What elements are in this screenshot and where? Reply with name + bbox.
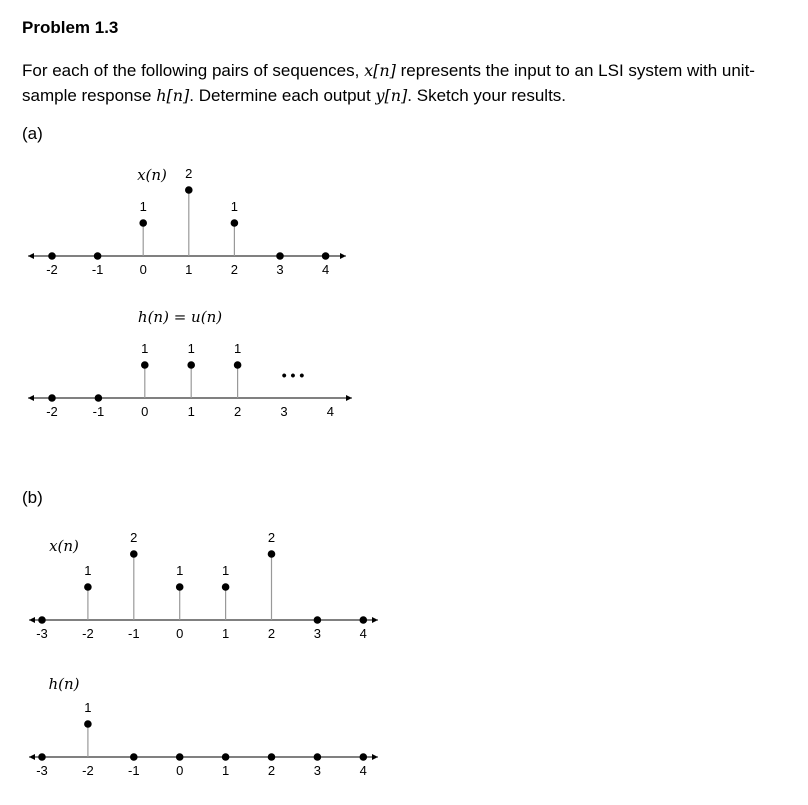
a-x-tick-label: -1 xyxy=(91,262,104,277)
a-h-sample-point xyxy=(95,394,103,402)
b-x-sample-point xyxy=(84,583,92,591)
b-x-axis-arrow-left xyxy=(29,617,35,623)
a-x-value-label: 2 xyxy=(185,166,193,181)
a-x-label: x(n) xyxy=(137,166,167,184)
b-h-sample-point xyxy=(38,753,46,761)
a-x-sample-point xyxy=(94,252,102,260)
a-x-sample-point xyxy=(139,219,147,227)
a-h-value-label: 1 xyxy=(187,341,195,356)
b-h-value-label: 1 xyxy=(84,700,92,715)
b-h-tick-label: -2 xyxy=(82,763,94,778)
b-h-sample-point xyxy=(130,753,138,761)
a-x-axis-arrow-left xyxy=(28,253,34,259)
a-x-tick-label: 4 xyxy=(321,262,330,277)
statement-text-4: . Sketch your results. xyxy=(407,86,567,105)
a-h-tick-label: 0 xyxy=(141,404,149,419)
a-h-value-label: 1 xyxy=(233,341,242,356)
a-h-tick-label: 1 xyxy=(187,404,195,419)
a-x-sample-point xyxy=(276,252,284,260)
b-x-tick-label: -1 xyxy=(128,626,140,641)
b-x-tick-label: 3 xyxy=(313,626,322,641)
b-x-sample-point xyxy=(314,616,322,624)
a-h-axis-arrow-left xyxy=(28,395,34,401)
a-h-tick-label: 3 xyxy=(280,404,288,419)
b-x-tick-label: -3 xyxy=(36,626,48,641)
a-h-tick-label: 2 xyxy=(233,404,242,419)
b-x-value-label: 1 xyxy=(176,563,184,578)
statement-text-3: . Determine each output xyxy=(189,86,376,105)
b-x-sample-point xyxy=(222,583,230,591)
b-h-label: h(n) xyxy=(48,675,80,693)
b-h-sample-point xyxy=(268,753,276,761)
b-h-sample-point xyxy=(176,753,184,761)
b-h-tick-label: 0 xyxy=(176,763,184,778)
b-x-label: x(n) xyxy=(49,537,79,555)
a-x-sample-point xyxy=(48,252,56,260)
a-x-sample-point xyxy=(231,219,239,227)
b-h-tick-label: 1 xyxy=(221,763,230,778)
a-x-tick-label: 3 xyxy=(276,262,284,277)
statement-text-1: For each of the following pairs of sequences, xyxy=(22,61,365,80)
b-x-value-label: 1 xyxy=(84,563,92,578)
b-h-tick-label: 3 xyxy=(313,763,322,778)
b-h-sample-point xyxy=(360,753,368,761)
a-h-sample-point xyxy=(187,361,195,369)
b-h-tick-label: -3 xyxy=(36,763,48,778)
b-h-sample-point xyxy=(314,753,322,761)
b-x-tick-label: -2 xyxy=(82,626,94,641)
a-h-continuation-dots: • • • xyxy=(281,367,305,383)
a-h-sample-point xyxy=(234,361,242,369)
math-x-n: x[n] xyxy=(364,61,396,80)
a-x-tick-label: -2 xyxy=(46,262,58,277)
b-x-tick-label: 2 xyxy=(267,626,276,641)
problem-title: Problem 1.3 xyxy=(22,18,119,37)
b-x-sample-point xyxy=(360,616,368,624)
b-x-sample-point xyxy=(38,616,46,624)
b-x-value-label: 2 xyxy=(267,530,276,545)
b-h-tick-label: -1 xyxy=(128,763,140,778)
b-x-value-label: 2 xyxy=(130,530,138,545)
a-h-label: h(n) = u(n) xyxy=(137,308,223,326)
a-x-tick-label: 1 xyxy=(185,262,193,277)
math-y-n: y[n] xyxy=(375,86,408,105)
a-x-sample-point xyxy=(322,252,330,260)
b-x-tick-label: 0 xyxy=(176,626,184,641)
a-h-value-label: 1 xyxy=(141,341,149,356)
part-a-label: (a) xyxy=(22,124,43,143)
math-h-n: h[n] xyxy=(156,86,190,105)
b-x-sample-point xyxy=(176,583,184,591)
b-h-axis-arrow-left xyxy=(29,754,35,760)
a-x-tick-label: 2 xyxy=(230,262,239,277)
b-x-axis-arrow-right xyxy=(372,617,378,623)
b-x-tick-label: 1 xyxy=(221,626,230,641)
a-x-axis-arrow-right xyxy=(340,253,346,259)
a-h-tick-label: -2 xyxy=(46,404,58,419)
b-x-tick-label: 4 xyxy=(359,626,367,641)
a-x-value-label: 1 xyxy=(139,199,147,214)
b-h-tick-label: 4 xyxy=(359,763,367,778)
b-x-value-label: 1 xyxy=(221,563,230,578)
a-h-tick-label: -1 xyxy=(92,404,105,419)
b-x-sample-point xyxy=(130,550,138,558)
a-x-value-label: 1 xyxy=(230,199,239,214)
a-h-sample-point xyxy=(48,394,56,402)
a-h-tick-label: 4 xyxy=(326,404,335,419)
a-h-sample-point xyxy=(141,361,149,369)
part-b-label: (b) xyxy=(22,488,43,507)
statement-text-2: represents the input to an LSI system with unit-sample response xyxy=(22,61,755,105)
b-h-sample-point xyxy=(84,720,92,728)
b-h-axis-arrow-right xyxy=(372,754,378,760)
b-h-sample-point xyxy=(222,753,230,761)
a-x-tick-label: 0 xyxy=(139,262,147,277)
a-x-sample-point xyxy=(185,186,193,194)
b-x-sample-point xyxy=(268,550,276,558)
a-h-axis-arrow-right xyxy=(346,395,352,401)
b-h-tick-label: 2 xyxy=(267,763,276,778)
